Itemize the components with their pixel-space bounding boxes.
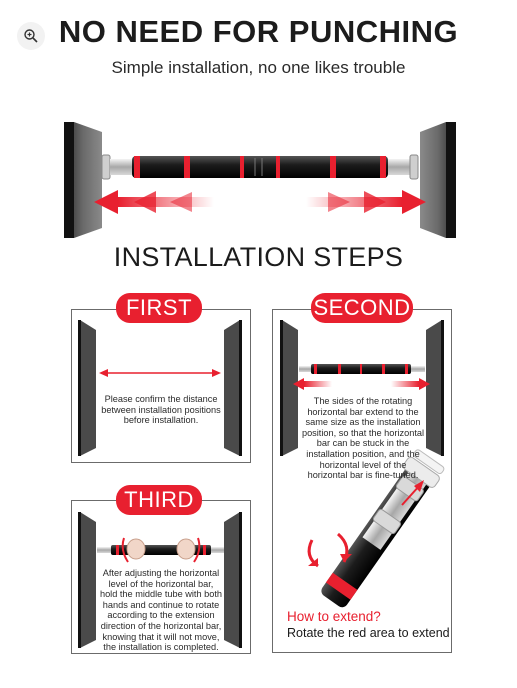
step-second-text: The sides of the rotating horizontal bar extend to the same size as the installation position, so that the horizontal bar can be stuck in the installation position, and the horizontal level of the horizontal bar is fine-tuned. bbox=[301, 396, 425, 481]
page-title: NO NEED FOR PUNCHING bbox=[58, 14, 459, 49]
steps-heading: INSTALLATION STEPS bbox=[113, 242, 404, 272]
step-third-badge: THIRD bbox=[116, 485, 202, 515]
extend-question: How to extend? bbox=[287, 609, 381, 624]
step-first-badge: FIRST bbox=[116, 293, 202, 323]
extend-answer: Rotate the red area to extend bbox=[287, 626, 450, 640]
page-subtitle: Simple installation, no one likes trouble bbox=[111, 58, 406, 77]
step-third-text: After adjusting the horizontal level of the horizontal bar, hold the middle tube with both hands and continue to rotate according to the extension direction of the horizontal bar, knowing that it will not move, the installation is completed. bbox=[99, 568, 223, 653]
step-first-text: Please confirm the distance between installation positions before installation. bbox=[101, 394, 221, 426]
step-second-badge: SECOND bbox=[311, 293, 413, 323]
